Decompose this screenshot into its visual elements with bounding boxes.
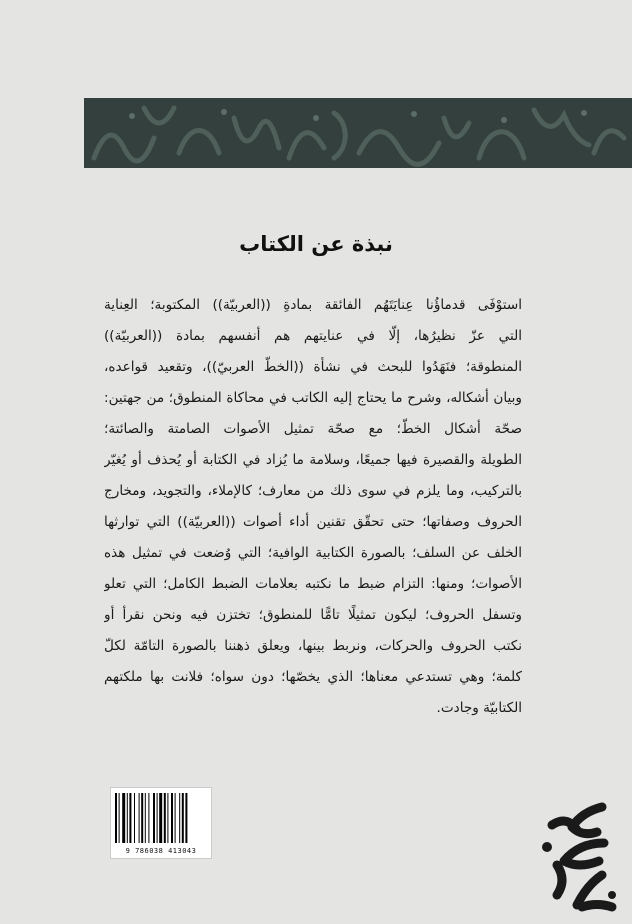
blurb-line: الخلف عن السلف؛ بالصورة الكتابية الوافية؛ التي وُضعت في تمثيل هذه	[104, 545, 522, 561]
blurb-line: وتسفل الحروف؛ ليكون تمثيلًا تامًّا للمنطوق؛ تختزن فيه ونحن نقرأ أو	[104, 607, 522, 623]
barcode-bar	[164, 793, 166, 843]
isbn-barcode	[110, 787, 212, 859]
barcode-bar	[167, 793, 168, 843]
barcode-bars	[115, 793, 207, 843]
blurb-line: بالتركيب، وما يلزم في سوى ذلك من معارف؛ كالإملاء، والتجويد، ومخارج	[104, 483, 522, 499]
blurb-line: وبيان أشكاله، وشرح ما يحتاج إليه الكاتب في محاكاة المنطوق؛ من جهتين:	[104, 390, 522, 406]
publisher-logo	[532, 795, 624, 915]
blurb-text	[104, 290, 522, 724]
blurb-line: صحّة أشكال الخطّ؛ مع صحّة تمثيل الأصوات الصامتة والصائتة؛	[104, 421, 522, 437]
blurb-line: التي عزّ نظيرُها، إلّا في عنايتهم هم أنفسهم بمادة ((العربيّة))	[104, 328, 522, 344]
barcode-bar	[175, 793, 176, 843]
blurb-line: كلمة؛ وهي تستدعي معناها؛ الذي يخصّها؛ دون سواه؛ فلانت بها ملكتهم	[104, 669, 522, 685]
barcode-bar	[122, 793, 125, 843]
blurb-line: الحروف وصفاتها؛ حتى تحقّق تقنين أداء أصوات ((العربيّة)) التي توارثها	[104, 514, 522, 530]
blurb-line: المنطوقة؛ فنَهَدُوا للبحث في نشأة ((الخطّ العربيّ))، وتقعيد قواعده،	[104, 359, 522, 375]
top-banner	[0, 0, 632, 172]
blurb-line: الأصوات؛ ومنها: التزام ضبط ما نكتبه بعلامات الضبط الكامل؛ التي تعلو	[104, 576, 522, 592]
barcode-bar	[115, 793, 117, 843]
section-title: نبذة عن الكتاب	[239, 232, 393, 256]
barcode-bar	[153, 793, 155, 843]
barcode-bar	[182, 793, 184, 843]
barcode-bar	[141, 793, 143, 843]
barcode-bar	[145, 793, 146, 843]
barcode-bar	[179, 793, 180, 843]
barcode-bar	[148, 793, 149, 843]
blurb-line: الكتابيّة وجادت.	[436, 700, 522, 716]
barcode-bar	[139, 793, 140, 843]
barcode-bar	[119, 793, 120, 843]
blurb-line: الطويلة والقصيرة فيها جميعًا، وسلامة ما يُزاد في الكتابة أو يُحذف أو يُغيّر	[104, 452, 522, 468]
calligraphy-pattern	[84, 98, 632, 168]
barcode-bar	[157, 793, 158, 843]
barcode-bar	[171, 793, 173, 843]
barcode-bar	[129, 793, 131, 843]
barcode-bar	[127, 793, 128, 843]
blurb-line: نكتب الحروف والحركات، ونربط بينها، ويعلق ذهننا بالصورة التامّة لكلّ	[104, 638, 522, 654]
barcode-bar	[134, 793, 135, 843]
calligraphy-strip	[84, 98, 632, 168]
blurb-line: استوْفَى قدماؤُنا عِنايَتَهُم الفائقة بمادةِ ((العربيّة)) المكتوبة؛ العِناية	[104, 297, 522, 313]
isbn-number: 9 786038 413043	[125, 847, 197, 855]
barcode-bar	[159, 793, 162, 843]
barcode-bar	[185, 793, 187, 843]
